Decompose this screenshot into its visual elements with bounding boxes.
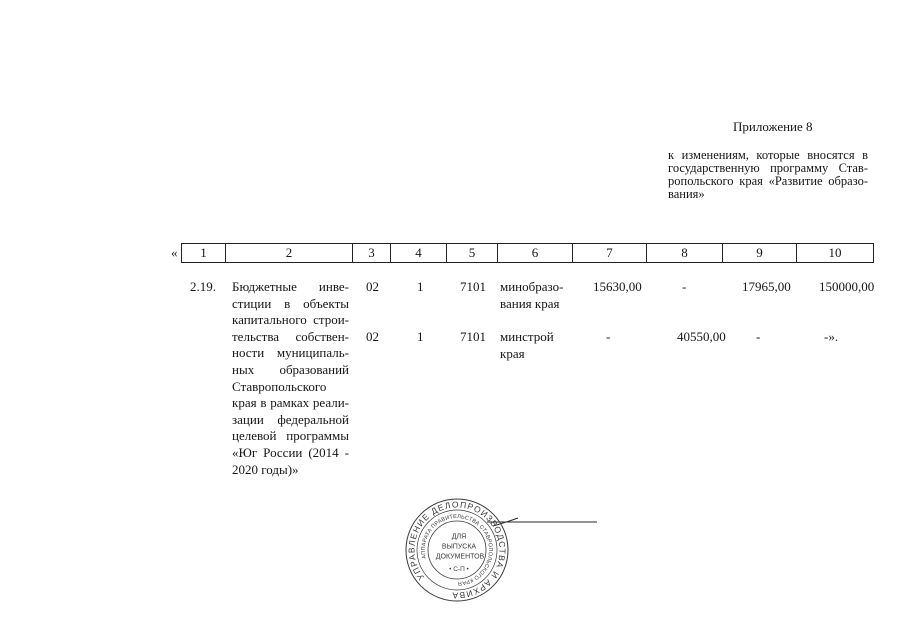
cell-col5: 7101 [460, 279, 486, 294]
executor-line: вания края [500, 295, 560, 311]
cell-col4: 1 [417, 329, 424, 344]
measure-name-line: Ставропольского [232, 378, 327, 394]
stamp-code: • С-П • [449, 566, 469, 573]
cell-col5: 7101 [460, 329, 486, 344]
appendix-subtitle [668, 149, 868, 201]
cell-col10: -». [824, 329, 839, 344]
executor-line: минстрой [500, 329, 554, 344]
measure-name-line: края в рамках реали- [232, 395, 349, 411]
measure-name-line: Бюджетные инве- [232, 279, 349, 294]
cell-col9: - [756, 329, 761, 344]
measure-name-line: ных образований [232, 361, 349, 377]
measure-name [232, 279, 349, 478]
measure-name-line: зации федеральной [232, 411, 349, 427]
stamp-center-line: ВЫПУСКА [441, 543, 477, 551]
cell-col9: 17965,00 [742, 279, 791, 294]
measure-name-line: стиции в объекты [232, 295, 349, 311]
stamp-center-line: ДЛЯ [451, 533, 467, 541]
measure-name-line: целевой программы [232, 428, 349, 444]
stamp-center-line: ДОКУМЕНТОВ [435, 553, 485, 561]
header-cell-6: 6 [497, 244, 572, 262]
measure-name-line: 2020 годы)» [232, 461, 299, 477]
cell-col7: 15630,00 [593, 279, 642, 294]
executor-line: минобразо- [500, 279, 564, 294]
official-stamp [399, 492, 515, 608]
header-cell-4: 4 [390, 244, 446, 262]
table-header-row [181, 243, 874, 263]
cell-executor [500, 279, 563, 312]
header-cell-1: 1 [181, 244, 225, 262]
measure-name-line: ности муниципаль- [232, 345, 349, 361]
cell-executor [500, 329, 554, 362]
header-cell-9: 9 [722, 244, 796, 262]
header-cell-8: 8 [646, 244, 722, 262]
cell-col7: - [606, 329, 611, 344]
cell-col8: - [682, 279, 687, 294]
appendix-title: Приложение 8 [733, 119, 813, 134]
stamp-outer-ring-text: УПРАВЛЕНИЕ ДЕЛОПРОИЗВОДСТВА И АРХИВА [406, 499, 508, 601]
stamp-inner-ring-text: АППАРАТА ПРАВИТЕЛЬСТВА СТАВРОПОЛЬСКОГО КРАЯ [420, 513, 494, 587]
cell-col10: 150000,00 [819, 279, 875, 294]
header-cell-3: 3 [352, 244, 390, 262]
header-cell-7: 7 [572, 244, 646, 262]
header-cell-5: 5 [446, 244, 497, 262]
measure-name-line: «Юг России (2014 - [232, 444, 349, 460]
row-number: 2.19. [190, 279, 216, 294]
appendix-subtitle-line: ропольского края «Развитие образо- [668, 174, 868, 188]
appendix-subtitle-line: к изменениям, которые вносятся в [668, 148, 868, 162]
executor-line: края [500, 345, 525, 361]
cell-col8: 40550,00 [677, 329, 726, 344]
measure-name-line: капитального строи- [232, 312, 349, 328]
cell-col3: 02 [366, 279, 379, 294]
header-cell-10: 10 [796, 244, 874, 262]
appendix-subtitle-line: вания» [668, 187, 705, 201]
measure-name-line: тельства собствен- [232, 328, 349, 344]
opening-quote-mark: « [171, 245, 178, 260]
cell-col3: 02 [366, 329, 379, 344]
cell-col4: 1 [417, 279, 424, 294]
header-cell-2: 2 [225, 244, 352, 262]
appendix-subtitle-line: государственную программу Став- [668, 161, 868, 175]
